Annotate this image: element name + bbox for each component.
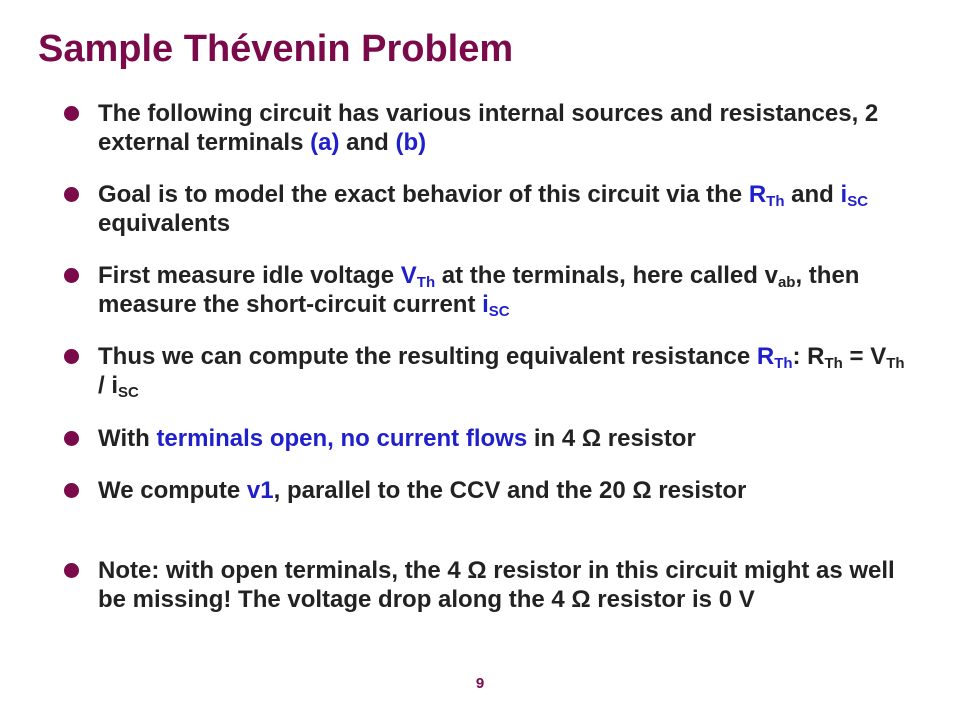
bullet-dot-icon [64,106,79,121]
bullet-item [64,556,914,614]
bullet-item [64,342,914,400]
bullet-text: Goal is to model the exact behavior of this circuit via the $R_{Th}$ and $i_{SC}$ equivalents [98,181,869,237]
bullet-dot-icon [64,563,79,578]
slide-title: Sample Thévenin Problem [38,28,514,70]
bullet-item [64,180,914,238]
bullet-dot-icon [64,431,79,446]
bullet-text: We compute v1, parallel to the CCV and the 20 Ω resistor [98,477,747,504]
bullet-text: The following circuit has various internal sources and resistances, 2 external terminals (a) and (b) [98,100,879,156]
bullet-text: First measure idle voltage $V_{Th}$ at the terminals, here called $v_{ab}$, then measure the short-circuit current $i_{SC}$ [98,262,860,320]
bullet-dot-icon [64,187,79,202]
bullet-item [64,261,914,319]
bullet-dot-icon [64,349,79,364]
bullet-item [64,99,914,157]
bullet-text: Note: with open terminals, the 4 Ω resistor in this circuit might as well be missing! The voltage drop along the 4 Ω resistor is 0 V [98,557,895,613]
bullet-dot-icon [64,268,79,283]
bullet-text: Thus we can compute the resulting equivalent resistance $R_{Th}$: $R_{Th} = V_{Th} / i_{SC}$ [98,343,905,401]
bullet-dot-icon [64,483,79,498]
bullet-item [64,476,914,505]
page-number: 9 [475,675,485,692]
bullet-text: With terminals open, no current flows in 4 Ω resistor [98,425,696,452]
bullet-item [64,424,914,453]
